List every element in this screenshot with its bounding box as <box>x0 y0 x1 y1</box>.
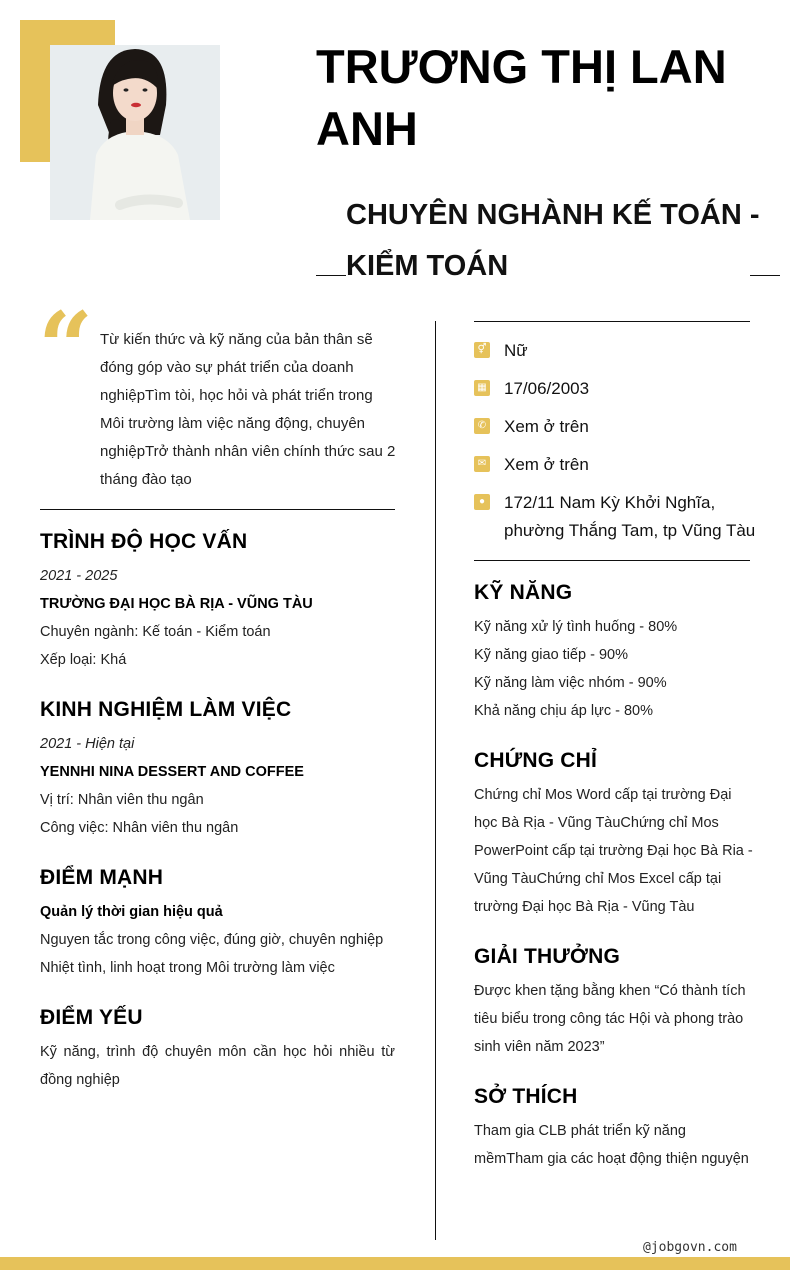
candidate-name: TRƯƠNG THỊ LAN ANH <box>316 40 727 155</box>
watermark: @jobgovn.com <box>643 1240 737 1255</box>
major-title: CHUYÊN NGHÀNH KẾ TOÁN - KIỂM TOÁN <box>346 199 760 282</box>
education-period: 2021 - 2025 <box>40 568 118 584</box>
section-title: ĐIỂM MẠNH <box>40 866 164 889</box>
skills-section <box>474 581 754 725</box>
email-icon: ✉ <box>474 456 490 472</box>
skill-item: Kỹ năng xử lý tình huống - 80% <box>474 619 678 635</box>
email-row <box>474 451 764 479</box>
gender-row <box>474 337 764 365</box>
education-rank: Xếp loại: Khá <box>40 652 127 668</box>
address-row <box>474 489 764 545</box>
location-icon: ● <box>474 494 490 510</box>
strength-headline: Quản lý thời gian hiệu quả <box>40 904 223 920</box>
quote-icon: “ <box>38 291 94 404</box>
phone-icon: ✆ <box>474 418 490 434</box>
birthday-row <box>474 375 764 403</box>
section-title: SỞ THÍCH <box>474 1085 578 1108</box>
company-name: YENNHI NINA DESSERT AND COFFEE <box>40 764 304 780</box>
section-title: KINH NGHIỆM LÀM VIỆC <box>40 698 292 721</box>
gender-value: Nữ <box>504 341 528 360</box>
section-title: CHỨNG CHỈ <box>474 749 598 772</box>
hobbies-text: Tham gia CLB phát triển kỹ năng mềmTham gia các hoạt động thiện nguyện <box>474 1123 749 1167</box>
divider <box>474 560 750 561</box>
phone-row <box>474 413 764 441</box>
job-description: Công việc: Nhân viên thu ngân <box>40 820 239 836</box>
column-divider <box>435 321 436 1240</box>
profile-photo <box>50 45 220 220</box>
phone-value: Xem ở trên <box>504 417 589 436</box>
awards-text: Được khen tặng bằng khen “Có thành tích tiêu biểu trong công tác Hội và phong trào sinh viên năm 2023” <box>474 983 746 1055</box>
divider <box>40 509 395 510</box>
school-name: TRƯỜNG ĐẠI HỌC BÀ RỊA - VŨNG TÀU <box>40 596 313 612</box>
strength-item: Nhiệt tình, linh hoạt trong Môi trường làm việc <box>40 960 335 976</box>
strength-item: Nguyen tắc trong công việc, đúng giờ, chuyên nghiệp <box>40 932 384 948</box>
job-position: Vị trí: Nhân viên thu ngân <box>40 792 204 808</box>
divider <box>474 321 750 322</box>
section-title: KỸ NĂNG <box>474 581 573 604</box>
certificates-text: Chứng chỉ Mos Word cấp tại trường Đại học Bà Rịa - Vũng TàuChứng chỉ Mos PowerPoint cấp tại trường Đại học Bà Ria - Vũng TàuChứng chỉ Mos Excel cấp tại trường Đại học Bà Rịa - Vũng Tàu <box>474 787 753 915</box>
career-objective: Từ kiến thức và kỹ năng của bản thân sẽ đóng góp vào sự phát triển của doanh nghiệpTìm tòi, học hỏi và phát triển trong Môi trường làm việc năng động, chuyên nghiệpTrở thành nhân viên chính thức sau 2 tháng đào tạo <box>100 331 396 488</box>
email-value: Xem ở trên <box>504 455 589 474</box>
skill-item: Kỹ năng làm việc nhóm - 90% <box>474 675 667 691</box>
birthday-value: 17/06/2003 <box>504 379 590 398</box>
skill-item: Kỹ năng giao tiếp - 90% <box>474 647 628 663</box>
section-title: GIẢI THƯỞNG <box>474 945 621 968</box>
experience-period: 2021 - Hiện tại <box>40 736 135 752</box>
calendar-icon: ▦ <box>474 380 490 396</box>
hobbies-section <box>474 1085 754 1173</box>
gender-icon: ⚥ <box>474 342 490 358</box>
section-title: TRÌNH ĐỘ HỌC VẤN <box>40 530 248 553</box>
certificates-section <box>474 749 754 921</box>
divider <box>316 275 346 276</box>
section-title: ĐIỂM YẾU <box>40 1006 143 1029</box>
footer-bar <box>0 1257 790 1270</box>
strengths-section <box>40 866 400 982</box>
divider <box>750 275 780 276</box>
education-major: Chuyên ngành: Kế toán - Kiểm toán <box>40 624 271 640</box>
weaknesses-section <box>40 1006 395 1094</box>
experience-section <box>40 698 400 842</box>
weakness-text: Kỹ năng, trình độ chuyên môn cần học hỏi nhiều từ đồng nghiệp <box>40 1044 395 1088</box>
awards-section <box>474 945 754 1061</box>
address-value: 172/11 Nam Kỳ Khởi Nghĩa, phường Thắng Tam, tp Vũng Tàu <box>504 493 756 540</box>
skill-item: Khả năng chịu áp lực - 80% <box>474 703 653 719</box>
education-section <box>40 530 400 674</box>
